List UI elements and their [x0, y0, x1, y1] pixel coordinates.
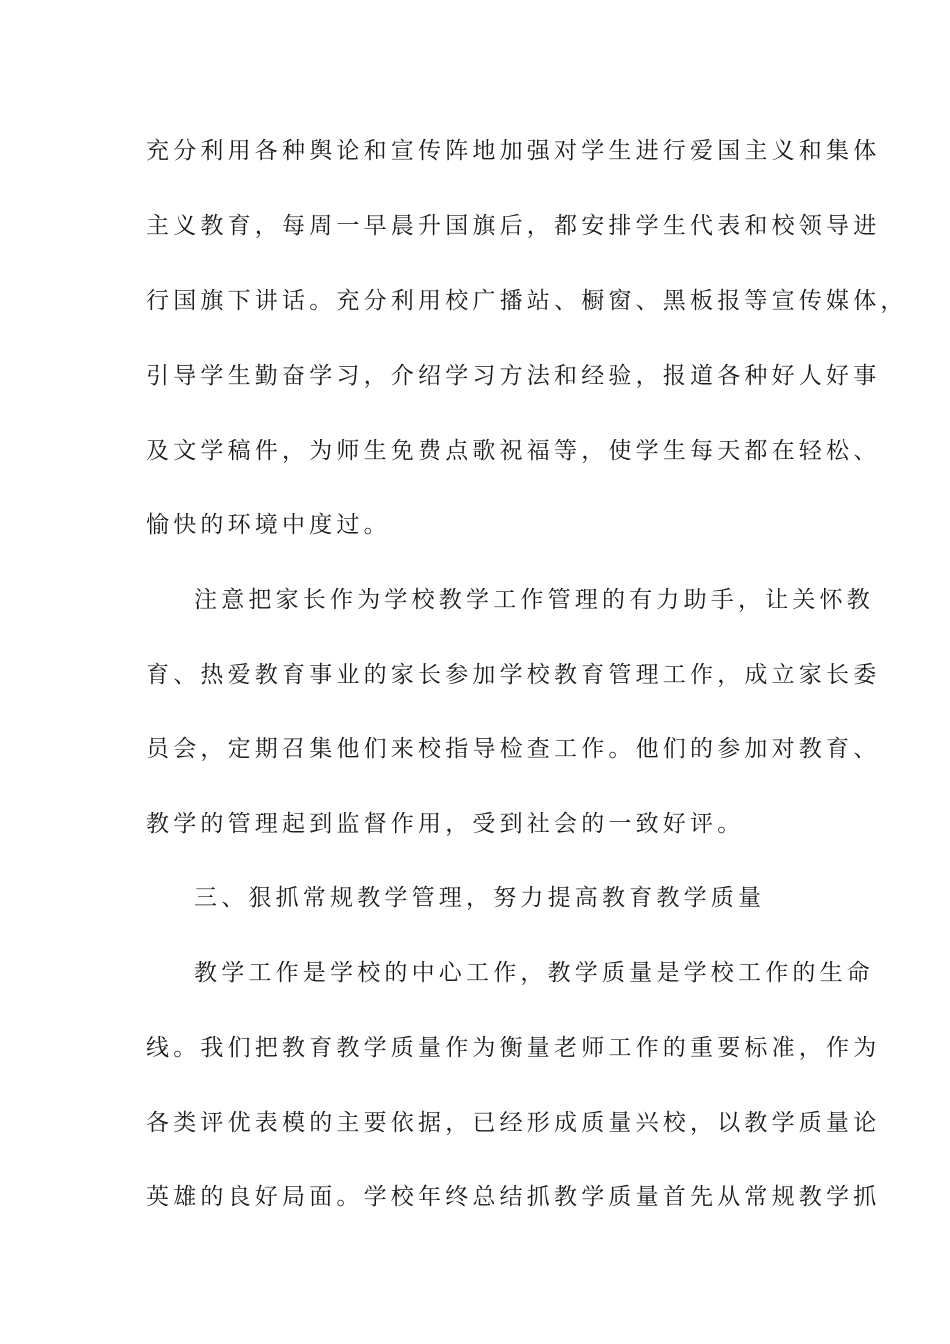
text-line-15: 英雄的良好局面。学校年终总结抓教学质量首先从常规教学抓 [146, 1184, 881, 1210]
section-heading: 三、狠抓常规教学管理，努力提高教育教学质量 [194, 885, 766, 911]
text-line-1: 充分利用各种舆论和宣传阵地加强对学生进行爱国主义和集体 [146, 138, 881, 164]
text-line-10: 教学的管理起到监督作用，受到社会的一致好评。 [146, 811, 745, 837]
text-line-5: 及文学稿件，为师生免费点歌祝福等，使学生每天都在轻松、 [146, 438, 881, 464]
text-line-2: 主义教育，每周一早晨升国旗后，都安排学生代表和校领导进 [146, 213, 881, 239]
text-line-12: 教学工作是学校的中心工作，教学质量是学校工作的生命 [194, 960, 874, 986]
text-line-6: 愉快的环境中度过。 [146, 512, 391, 538]
text-line-3: 行国旗下讲话。充分利用校广播站、橱窗、黑板报等宣传媒体， [146, 288, 908, 314]
text-line-13: 线。我们把教育教学质量作为衡量老师工作的重要标准，作为 [146, 1035, 881, 1061]
text-line-4: 引导学生勤奋学习，介绍学习方法和经验，报道各种好人好事 [146, 363, 881, 389]
text-line-9: 员会，定期召集他们来校指导检查工作。他们的参加对教育、 [146, 736, 881, 762]
text-line-8: 育、热爱教育事业的家长参加学校教育管理工作，成立家长委 [146, 662, 881, 688]
text-line-7: 注意把家长作为学校教学工作管理的有力助手，让关怀教 [194, 587, 874, 613]
text-line-14: 各类评优表模的主要依据，已经形成质量兴校，以教学质量论 [146, 1110, 881, 1136]
